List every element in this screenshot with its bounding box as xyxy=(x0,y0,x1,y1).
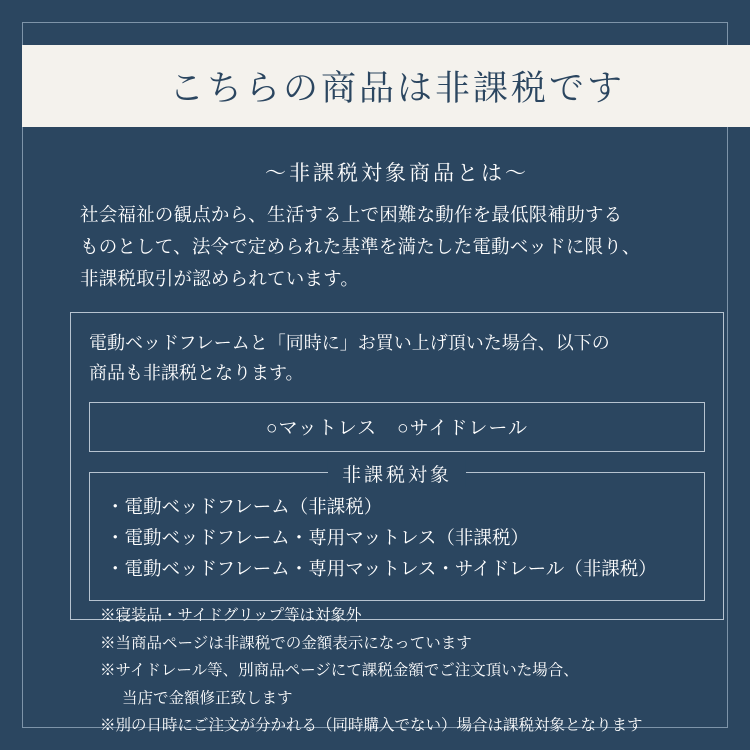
page-content xyxy=(22,22,728,735)
note-line: ※寝装品・サイドグリップ等は対象外 xyxy=(100,607,362,624)
box-lead-text xyxy=(89,329,705,387)
body-area xyxy=(22,127,750,620)
tax-free-target-box xyxy=(89,464,705,601)
note-line: ※サイドレール等、別商品ページにて課税金額でご注文頂いた場合、 xyxy=(100,662,579,680)
notes-section xyxy=(22,602,750,740)
intro-line: ものとして、法令で定められた基準を満たした電動ベッドに限り、 xyxy=(80,237,641,258)
intro-line: 社会福祉の観点から、生活する上で困難な動作を最低限補助する xyxy=(80,206,623,226)
intro-paragraph xyxy=(70,201,724,296)
section-title: ～非課税対象商品とは～ xyxy=(265,161,529,185)
note-line: ※別の日時にご注文が分かれる（同時購入でない）場合は課税対象となります xyxy=(100,717,643,735)
list-item: ・電動ベッドフレーム・専用マットレス・サイドレール（非課税） xyxy=(106,559,657,580)
list-item: ・電動ベッドフレーム（非課税） xyxy=(106,497,383,518)
header-band xyxy=(22,45,750,127)
tax-free-target-label: 非課税対象 xyxy=(328,460,466,487)
box-lead-line: 商品も非課税となります。 xyxy=(89,362,304,383)
intro-line: 非課税取引が認められています。 xyxy=(80,269,360,290)
tax-free-box xyxy=(70,312,724,620)
list-item: ・電動ベッドフレーム・専用マットレス（非課税） xyxy=(106,528,529,549)
note-line: 当店で金額修正致します xyxy=(122,689,293,707)
eligible-options-box: ○マットレス ○サイドレール xyxy=(89,402,705,452)
box-lead-line: 電動ベッドフレームと「同時に」お買い上げ頂いた場合、以下の xyxy=(89,333,610,354)
note-line: ※当商品ページは非課税での金額表示になっています xyxy=(100,634,472,652)
tax-free-target-list xyxy=(106,493,688,586)
page-title: こちらの商品は非課税です xyxy=(168,69,625,108)
